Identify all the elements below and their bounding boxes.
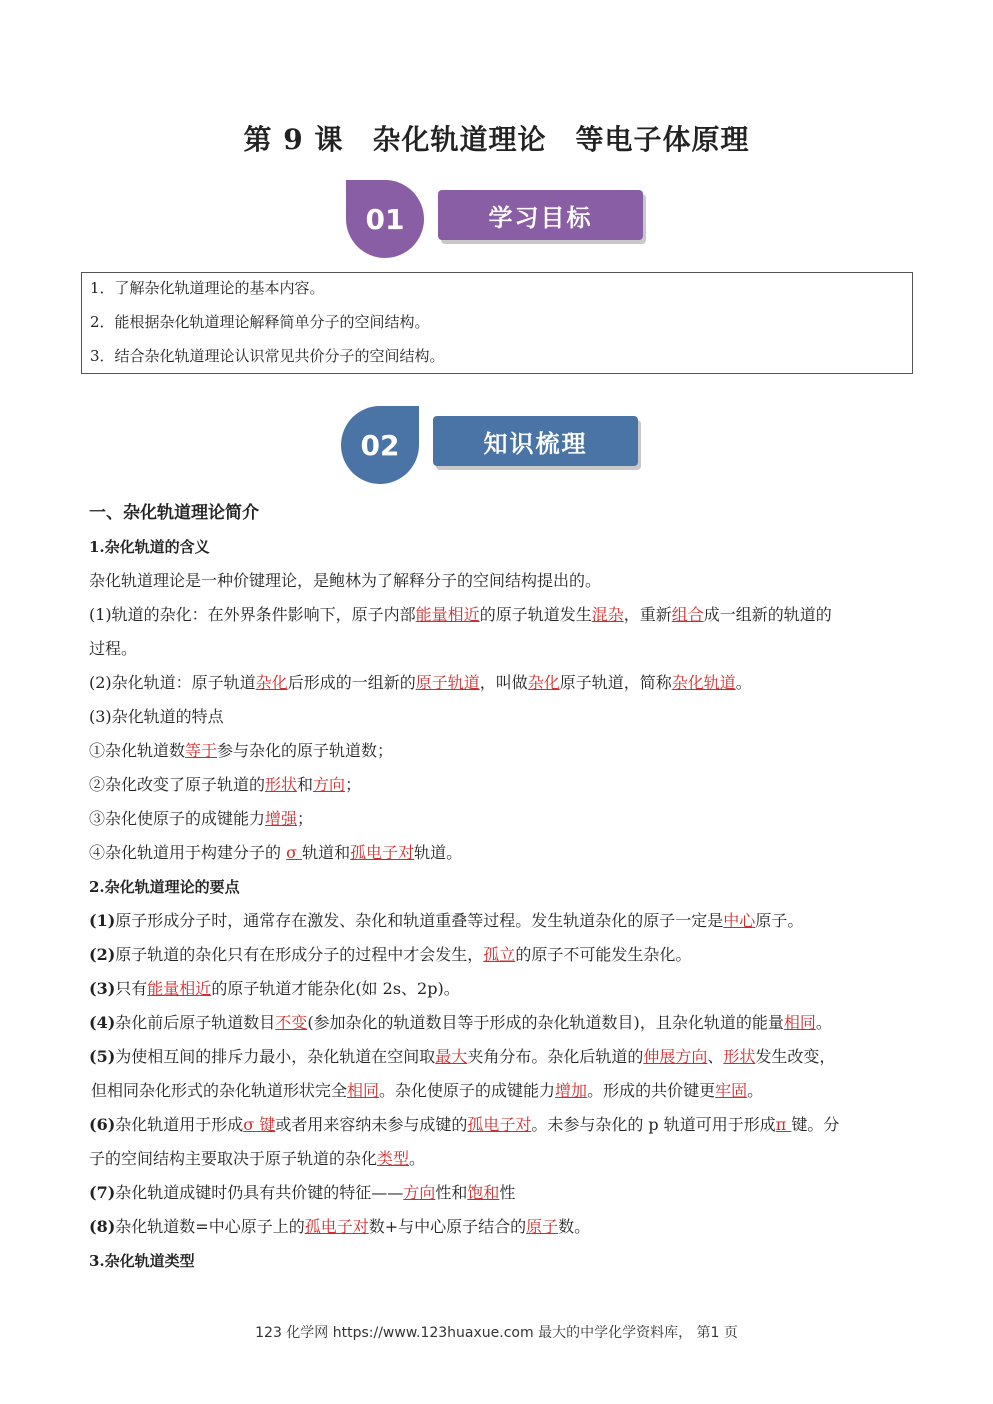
badge-label: 知识梳理 <box>433 416 638 466</box>
list-item: (7)杂化轨道成键时仍具有共价键的特征——方向性和饱和性 <box>89 1183 516 1202</box>
paragraph: (3)杂化轨道的特点 <box>89 707 224 726</box>
list-item: (8)杂化轨道数=中心原子上的孤电子对数+与中心原子结合的原子数。 <box>89 1217 591 1236</box>
knowledge-content <box>89 496 909 1278</box>
subheading: 3.杂化轨道类型 <box>89 1252 195 1270</box>
badge-label: 学习目标 <box>438 190 643 240</box>
badge-number: 01 <box>346 180 424 258</box>
subheading: 2.杂化轨道理论的要点 <box>89 878 240 896</box>
paragraph: (2)杂化轨道：原子轨道杂化后形成的一组新的原子轨道，叫做杂化原子轨道，简称杂化轨道。 <box>89 673 752 692</box>
goal-item: 2．能根据杂化轨道理论解释简单分子的空间结构。 <box>90 313 430 331</box>
list-item: (4)杂化前后原子轨道数目不变(参加杂化的轨道数目等于形成的杂化轨道数目)，且杂化轨道的能量相同。 <box>89 1013 832 1032</box>
goal-item: 1．了解杂化轨道理论的基本内容。 <box>90 279 325 297</box>
goals-box <box>81 272 913 374</box>
page-footer: 123 化学网 https://www.123huaxue.com 最大的中学化学资料库， 第1 页 <box>255 1325 738 1341</box>
paragraph: 过程。 <box>89 639 138 658</box>
section-badge-knowledge <box>341 406 651 486</box>
list-item: ①杂化轨道数等于参与杂化的原子轨道数； <box>89 741 394 760</box>
paragraph: (1)轨道的杂化：在外界条件影响下，原子内部能量相近的原子轨道发生混杂，重新组合成一组新的轨道的 <box>89 605 832 624</box>
list-item: (6)杂化轨道用于形成σ 键或者用来容纳未参与成键的孤电子对。未参与杂化的 p 轨道可用于形成π 键。分 <box>89 1115 840 1134</box>
page-title: 第 9 课 杂化轨道理论 等电子体原理 <box>243 123 750 156</box>
list-item-continued: 子的空间结构主要取决于原子轨道的杂化类型。 <box>89 1149 426 1168</box>
list-item: ③杂化使原子的成键能力增强； <box>89 809 314 828</box>
goal-item: 3．结合杂化轨道理论认识常见共价分子的空间结构。 <box>90 347 445 365</box>
list-item: ④杂化轨道用于构建分子的 σ 轨道和孤电子对轨道。 <box>89 843 463 862</box>
badge-number: 02 <box>341 406 419 484</box>
list-item: (5)为使相互间的排斥力最小，杂化轨道在空间取最大夹角分布。杂化后轨道的伸展方向、形状发生改变， <box>89 1047 836 1066</box>
list-item: (2)原子轨道的杂化只有在形成分子的过程中才会发生，孤立的原子不可能发生杂化。 <box>89 945 692 964</box>
section-heading: 一、杂化轨道理论简介 <box>89 503 259 523</box>
section-badge-goals <box>346 180 656 260</box>
subheading: 1.杂化轨道的含义 <box>89 538 210 556</box>
list-item: (1)原子形成分子时，通常存在激发、杂化和轨道重叠等过程。发生轨道杂化的原子一定是中心原子。 <box>89 911 804 930</box>
list-item: ②杂化改变了原子轨道的形状和方向； <box>89 775 362 794</box>
list-item-continued: 但相同杂化形式的杂化轨道形状完全相同。杂化使原子的成键能力增加。形成的共价键更牢固。 <box>91 1081 764 1100</box>
list-item: (3)只有能量相近的原子轨道才能杂化(如 2s、2p)。 <box>89 979 460 998</box>
paragraph: 杂化轨道理论是一种价键理论，是鲍林为了解释分子的空间结构提出的。 <box>89 571 602 590</box>
